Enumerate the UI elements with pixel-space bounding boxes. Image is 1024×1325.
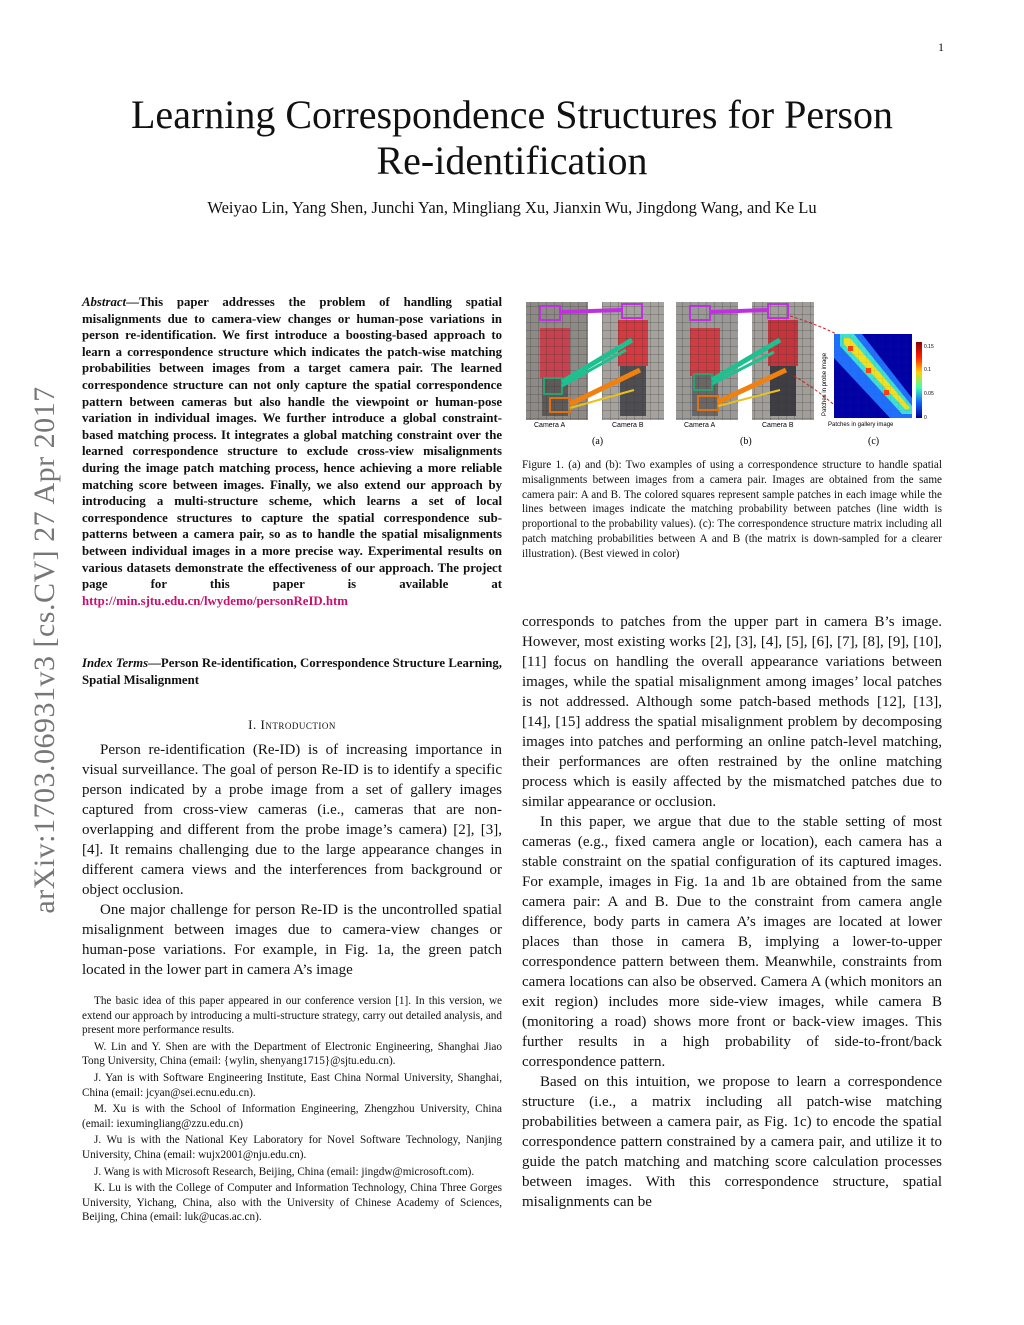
intro-column-2 bbox=[522, 612, 942, 1212]
footnote-lin-shen: W. Lin and Y. Shen are with the Department of Electronic Engineering, Shanghai Jiao Tong University, China (email: {wylin, shenyang1715}@sjtu.edu.cn). bbox=[82, 1040, 502, 1068]
figure-1-graphic bbox=[522, 298, 942, 450]
figure-1-caption: Figure 1. (a) and (b): Two examples of using a correspondence structure to handle spatial misalignments between images from a camera pair. Images are obtained from the same camera pair: A and B. The colored squares represent sample patches in each image while the lines between images indicate the matching probability between patches (line width is proportional to the probability values). (c): The correspondence structure matrix including all patch matching probabilities between A and B (the matrix is down-sampled for a clearer illustration). (Best viewed in color) bbox=[522, 459, 942, 560]
author-list: Weiyao Lin, Yang Shen, Junchi Yan, Mingliang Xu, Jianxin Wu, Jingdong Wang, and Ke Lu bbox=[207, 198, 817, 217]
footnote-lu: K. Lu is with the College of Computer and Information Technology, China Three Gorges University, Yichang, China, also with the University of Chinese Academy of Sciences, Beijing, China (email: luk@ucas.ac.cn). bbox=[82, 1182, 502, 1224]
intro-paragraph-2: One major challenge for person Re-ID is the uncontrolled spatial misalignment between images due to camera-view changes or human-pose variations. For example, in Fig. 1a, the green patch located in the lower part in camera A’s image bbox=[82, 902, 502, 978]
camera-b-label-2: Camera B bbox=[762, 422, 794, 429]
camera-b-label-1: Camera B bbox=[612, 422, 644, 429]
footnote-yan: J. Yan is with Software Engineering Institute, East China Normal University, Shanghai, China (email: jcyan@sei.ecnu.edu.cn). bbox=[82, 1071, 502, 1099]
matrix-y-label: Patches in probe image bbox=[822, 352, 828, 416]
camera-b-image-2 bbox=[752, 302, 814, 420]
index-terms-label: Index Terms bbox=[82, 656, 149, 670]
abstract-text: —This paper addresses the problem of handling spatial misalignments due to camera-view changes or human-pose variations in person re-identification. We first introduce a boosting-based approach to learn a correspondence structure which indicates the patch-wise matching probabilities between images from a target camera pair. The learned correspondence structure can not only capture the spatial correspondence pattern between cameras but also handle the viewpoint or human-pose variation in individual images. We further introduce a global constraint-based matching process. It integrates a global matching constraint over the learned correspondence structure to exclude cross-view misalignments during the image patch matching process, hence achieving a more reliable matching score between images. Finally, we also extend our approach by introducing a multi-structure scheme, which learns a set of local correspondence structures to capture the spatial correspondence sub-patterns between a camera pair, so as to handle the spatial misalignments between individual images in a more precise way. Experimental results on various datasets demonstrate the effectiveness of our approach. The project page for this paper is available at bbox=[82, 295, 502, 592]
figure-1 bbox=[522, 298, 942, 450]
col2-paragraph-2: In this paper, we argue that due to the stable setting of most cameras (e.g., fixed camera angle or location), each camera has a stable constraint on the spatial configuration of its captured images. For example, images in Fig. 1a and 1b are obtained from the same camera pair: A and B. Due to the constraint from camera angle difference, body parts in camera A’s images are located at lower places than those in camera B, implying a lower-to-upper correspondence pattern between them. Meanwhile, constraints from camera locations can also be observed. Camera A (which monitors an exit region) includes more side-view images, while camera B (monitoring a road) shows more front or back-view images. This further results in a high probability of side-to-front/back correspondence pattern. bbox=[522, 814, 942, 1070]
abstract-label: Abstract bbox=[82, 295, 127, 309]
colorbar-tick-3: 0.05 bbox=[924, 391, 934, 397]
col2-paragraph-3: Based on this intuition, we propose to learn a correspondence structure (i.e., a matrix including all patch-wise matching probabilities between a camera pair, as Fig. 1c) to encode the spatial correspondence pattern constrained by a camera pair, and utilize it to guide the patch matching and matching score calculation processes between images. With this correspondence structure, spatial misalignments can be bbox=[522, 1074, 942, 1210]
paper-title bbox=[0, 92, 1024, 184]
arxiv-sidebar bbox=[20, 350, 70, 950]
colorbar-tick-1: 0.15 bbox=[924, 344, 934, 350]
section-heading bbox=[82, 717, 502, 733]
index-terms-text: —Person Re-identification, Correspondence Structure Learning, Spatial Misalignment bbox=[82, 656, 502, 687]
intro-paragraph-1: Person re-identification (Re-ID) is of increasing importance in visual surveillance. The goal of person Re-ID is to identify a specific person indicated by a probe image from a set of gallery images captured from cross-view cameras (i.e., cameras that are non-overlapping and different from the probe image’s camera) [2], [3], [4]. It remains challenging due to the large appearance changes in different camera views and the interferences from background or object occlusion. bbox=[82, 742, 502, 898]
project-link[interactable]: http://min.sjtu.edu.cn/lwydemo/personReID.htm bbox=[82, 593, 348, 608]
title-line-1: Learning Correspondence Structures for Person bbox=[131, 92, 893, 137]
col2-paragraph-1: corresponds to patches from the upper part in camera B’s image. However, most existing works [2], [3], [4], [5], [6], [7], [8], [9], [10], [11] focus on handling the overall appearance variations between images, while the spatial misalignment among images’ local patches is not addressed. Although some patch-based methods [12], [13], [14], [15] address the spatial misalignment problem by decomposing images into patches and performing an online patch-level matching, their performances are often restrained by the online matching process which is easily affected by the mismatched patches due to similar appearance or occlusion. bbox=[522, 614, 942, 810]
section-title: Introduction bbox=[260, 717, 336, 732]
footnote-wang: J. Wang is with Microsoft Research, Beijing, China (email: jingdw@microsoft.com). bbox=[94, 1165, 475, 1178]
title-line-2: Re-identification bbox=[376, 138, 648, 183]
camera-a-label-1: Camera A bbox=[534, 422, 566, 429]
camera-b-image-1 bbox=[602, 302, 664, 420]
colorbar-tick-2: 0.1 bbox=[924, 367, 931, 373]
colorbar-tick-4: 0 bbox=[924, 415, 927, 421]
footnote-wu: J. Wu is with the National Key Laboratory for Novel Software Technology, Nanjing University, China (email: wujx2001@nju.edu.cn). bbox=[82, 1134, 502, 1161]
subfigure-label-a: (a) bbox=[592, 436, 604, 447]
arxiv-id: arXiv:1703.06931v3 [cs.CV] 27 Apr 2017 bbox=[28, 386, 61, 914]
matrix-x-label: Patches in gallery image bbox=[828, 422, 894, 428]
footnotes bbox=[82, 994, 502, 1227]
subfigure-label-c: (c) bbox=[868, 436, 880, 447]
abstract bbox=[82, 294, 502, 609]
camera-a-label-2: Camera A bbox=[684, 422, 716, 429]
correspondence-matrix bbox=[834, 334, 912, 418]
colorbar bbox=[916, 342, 922, 418]
page-number: 1 bbox=[938, 40, 944, 54]
footnote-conference: The basic idea of this paper appeared in our conference version [1]. In this version, we extend our approach by introducing a multi-structure strategy, carry out detailed analysis, and present more performance results. bbox=[82, 995, 502, 1037]
section-number: I. bbox=[248, 717, 257, 732]
subfigure-label-b: (b) bbox=[740, 436, 752, 447]
index-terms bbox=[82, 655, 502, 688]
footnote-xu: M. Xu is with the School of Information Engineering, Zhengzhou University, China (email: iexumingliang@zzu.edu.cn) bbox=[82, 1103, 502, 1130]
intro-column-1 bbox=[82, 740, 502, 980]
